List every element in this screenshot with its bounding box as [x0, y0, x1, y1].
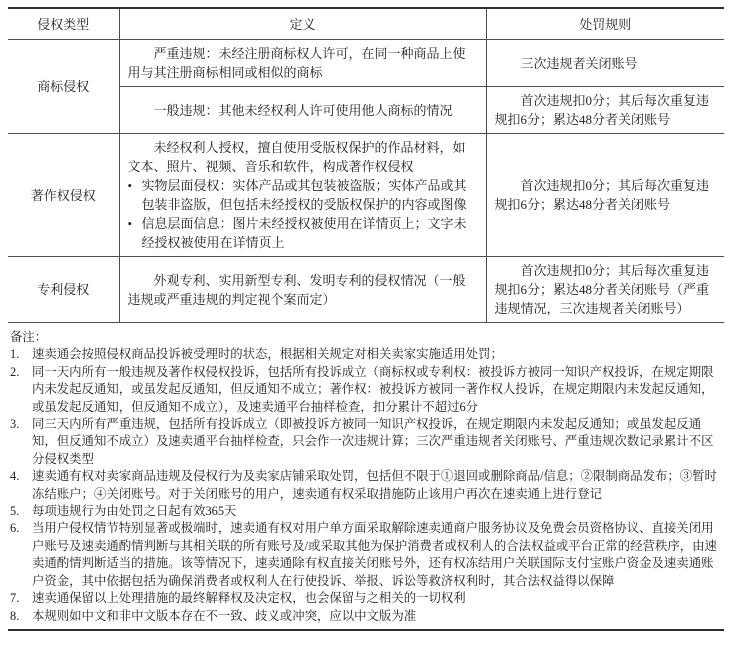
note-number: 7. — [10, 591, 20, 606]
copyright-bullet-2: • 信息层面信息：图片未经授权被使用在详情页上；文字未经授权被使用在详情页上 — [127, 216, 467, 250]
note-item-4 — [10, 468, 722, 503]
patent-definition: 外观专利、实用新型专利、发明专利的侵权情况（一般违规或严重违规的判定视个案而定） — [119, 257, 486, 323]
note-text: 每项违规行为由处罚之日起有效365天 — [32, 504, 237, 519]
notes-list — [10, 346, 722, 625]
note-text: 同三天内所有严重违规，包括所有投诉成立（即被投诉方被同一知识产权投诉，在规定期限内未发起反通知；或虽发起反通知，但反通知不成立）及速卖通平台抽样检查，只会作一次违规计算；三次严重违规者关闭账号、严重违规次数记录累计不区分侵权类型 — [32, 417, 714, 466]
table-row-copyright — [8, 134, 724, 257]
note-item-6 — [10, 520, 722, 590]
header-penalty-rules: 处罚规则 — [486, 9, 724, 40]
copyright-type-cell: 著作权侵权 — [8, 134, 119, 257]
note-text: 速卖通会按照侵权商品投诉被受理时的状态，根据相关规定对相关卖家实施适用处罚； — [32, 347, 503, 362]
copyright-penalty: 首次违规扣0分；其后每次重复违规扣6分；累达48分者关闭账号 — [486, 134, 724, 257]
bullet-icon: • — [127, 216, 133, 231]
note-number: 3. — [10, 417, 20, 432]
table-row-patent — [8, 257, 724, 323]
trademark-severe-definition: 严重违规：未经注册商标权人许可，在同一种商品上使用与其注册商标相同或相似的商标 — [119, 40, 486, 87]
note-item-1 — [10, 346, 722, 363]
trademark-general-penalty: 首次违规扣0分；其后每次重复违规扣6分；累达48分者关闭账号 — [486, 87, 724, 134]
patent-type-cell: 专利侵权 — [8, 257, 119, 323]
table-header-row — [8, 9, 724, 40]
bullet-icon: • — [127, 178, 133, 193]
copyright-definition: 未经权利人授权，擅自使用受版权保护的作品材料，如文本、照片、视频、音乐和软件，构成著作权侵权 • 实物层面侵权：实体产品或其包装被盗版；实体产品或其包装非盗版，但包括未经授权的受版权保护的内容或图像 • 信息层面信息：图片未经授权被使用在详情页上；文字未经授权被使用在详情页上 — [119, 134, 486, 257]
trademark-severe-penalty: 三次违规者关闭账号 — [486, 40, 724, 87]
patent-penalty: 首次违规扣0分；其后每次重复违规扣6分；累达48分者关闭账号（严重违规情况，三次违规者关闭账号） — [486, 257, 724, 323]
rules-document — [8, 7, 724, 631]
infringement-rules-table — [8, 9, 724, 323]
note-item-5 — [10, 503, 722, 520]
header-infringement-type: 侵权类型 — [8, 9, 119, 40]
note-number: 4. — [10, 469, 20, 484]
note-item-3 — [10, 416, 722, 468]
note-text: 本规则如中文和非中文版本存在不一致、歧义或冲突，应以中文版为准 — [32, 608, 417, 623]
note-item-2 — [10, 364, 722, 416]
note-number: 2. — [10, 364, 20, 379]
trademark-general-definition: 一般违规：其他未经权利人许可使用他人商标的情况 — [119, 87, 486, 134]
table-row-trademark-severe — [8, 40, 724, 87]
header-definition: 定义 — [119, 9, 486, 40]
copyright-bullet-1: • 实物层面侵权：实体产品或其包装被盗版；实体产品或其包装非盗版，但包括未经授权的受版权保护的内容或图像 — [127, 178, 467, 212]
notes-section — [10, 329, 722, 625]
note-text: 当用户侵权情节特别显著或极端时，速卖通有权对用户单方面采取解除速卖通商户服务协议及免费会员资格协议、直接关闭用户账号及速卖通酌情判断与其相关联的所有账号及/或采取其他为保护消费者或权利人的合法权益或平台正常的经营秩序，由速卖通酌情判断适当的措施。该等情况下，速卖通除有权直接关闭账号外，还有权冻结用户关联国际支付宝账户资金及速卖通账户资金，其中依据包括为确保消费者或权利人在行使投诉、举报、诉讼等救济权利时，其合法权益得以保障 — [32, 521, 717, 588]
note-text: 速卖通保留以上处理措施的最终解释权及决定权，也会保留与之相关的一切权利 — [32, 591, 466, 606]
note-number: 1. — [10, 347, 20, 362]
note-number: 6. — [10, 521, 20, 536]
trademark-type-cell: 商标侵权 — [8, 40, 119, 134]
note-text: 同一天内所有一般违规及著作权侵权投诉，包括所有投诉成立（商标权或专利权：被投诉方被同一知识产权投诉，在规定期限内未发起反通知，或虽发起反通知，但反通知不成立；著作权：被投诉方被同一著作权人投诉，在规定期限内未发起反通知，或虽发起反通知，但反通知不成立），及速卖通平台抽样检查，扣分累计不超过6分 — [32, 364, 714, 414]
note-item-8 — [10, 608, 722, 625]
notes-title: 备注： — [10, 330, 48, 344]
note-number: 5. — [10, 504, 20, 519]
note-text: 速卖通有权对卖家商品违规及侵权行为及卖家店铺采取处罚，包括但不限于①退回或删除商品/信息；②限制商品发布；③暂时冻结账户；④关闭账号。对于关闭账号的用户，速卖通有权采取措施防止该用户再次在速卖通上进行登记 — [32, 469, 717, 501]
note-number: 8. — [10, 608, 20, 623]
note-item-7 — [10, 590, 722, 607]
